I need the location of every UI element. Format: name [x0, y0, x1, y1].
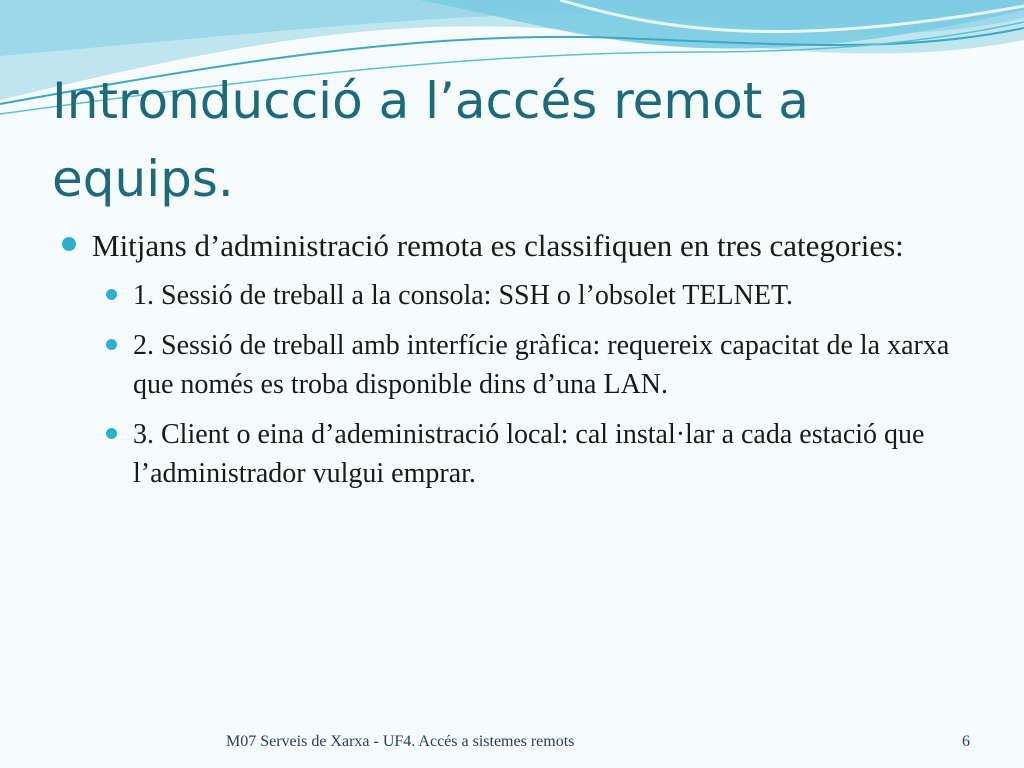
sub-bullet-item — [103, 326, 982, 404]
sub-bullet-item — [103, 276, 982, 315]
sub-bullet-item — [103, 415, 982, 493]
bullet-dot-icon — [106, 289, 117, 300]
bullet-dot-icon — [106, 339, 117, 350]
slide-number: 6 — [962, 733, 970, 750]
bullet-text: Mitjans d’administració remota es classifiquen en tres categories: — [92, 228, 904, 263]
sub-bullet-text: 2. Sessió de treball amb interfície gràfica: requereix capacitat de la xarxa que només es troba disponible dins d’una LAN. — [133, 330, 950, 400]
slide-title: Intronducció a l’accés remot a equips. — [52, 72, 809, 208]
bullet-item — [62, 224, 982, 268]
sub-bullet-text: 1. Sessió de treball a la consola: SSH o l’obsolet TELNET. — [133, 280, 793, 311]
bullet-dot-icon — [62, 237, 76, 251]
slide-footer: M07 Serveis de Xarxa - UF4. Accés a sistemes remots — [226, 733, 575, 750]
slide-content — [62, 224, 982, 504]
bullet-dot-icon — [106, 428, 117, 439]
sub-bullet-text: 3. Client o eina d’adeministració local: cal instal·lar a cada estació que l’administrador vulgui emprar. — [133, 419, 925, 489]
